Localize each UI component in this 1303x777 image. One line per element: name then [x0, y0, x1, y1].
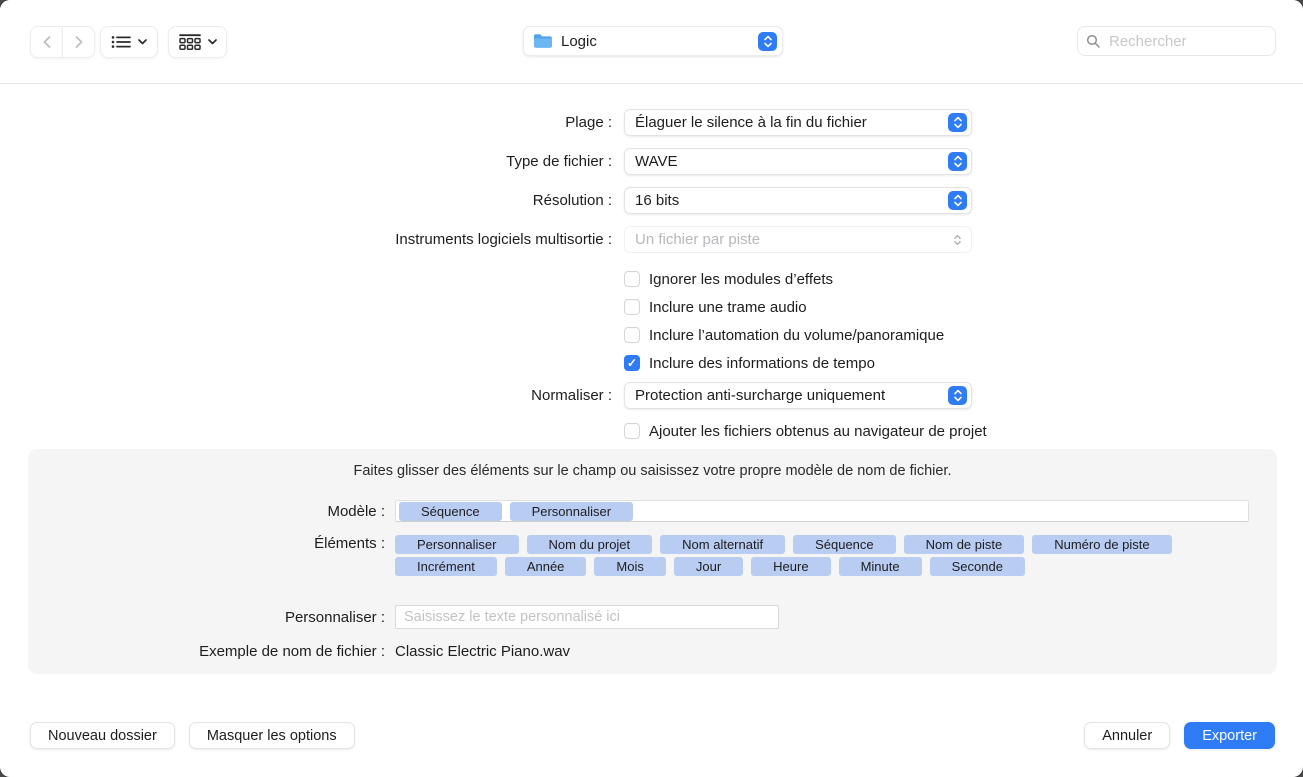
- element-tag[interactable]: Séquence: [399, 502, 502, 521]
- element-tag[interactable]: Jour: [674, 557, 743, 576]
- checkbox-option-3[interactable]: [624, 321, 1303, 349]
- element-tag[interactable]: Personnaliser: [395, 535, 519, 554]
- custom-text-label: Personnaliser :: [284, 608, 385, 626]
- list-view-button[interactable]: [100, 26, 158, 58]
- element-tag[interactable]: Nom de piste: [904, 535, 1025, 554]
- up-down-chevron-icon: [948, 152, 967, 171]
- instruction-text: Faites glisser des éléments sur le champ ou saisissez votre propre modèle de nom de fichier.: [353, 463, 952, 479]
- checkbox-option-1[interactable]: [624, 265, 1303, 293]
- up-down-chevron-icon: [758, 32, 777, 51]
- folder-icon: [533, 33, 553, 49]
- search-icon: [1086, 34, 1101, 49]
- example-filename-value: Classic Electric Piano.wav: [395, 643, 571, 660]
- element-tag[interactable]: Heure: [751, 557, 830, 576]
- chevron-down-icon: [138, 39, 147, 45]
- chevron-right-icon: [74, 35, 84, 49]
- elements-tags: [395, 535, 1172, 576]
- grid-icon: [179, 34, 201, 50]
- multi-output-dropdown: Un fichier par piste: [624, 226, 972, 253]
- checkbox-list: [0, 265, 1303, 377]
- element-tag[interactable]: Personnaliser: [510, 502, 634, 521]
- checkbox-icon[interactable]: [624, 271, 640, 287]
- normalize-dropdown[interactable]: Protection anti-surcharge uniquement: [624, 382, 972, 409]
- grid-view-button[interactable]: [168, 26, 227, 58]
- checkbox-icon[interactable]: [624, 327, 640, 343]
- plage-dropdown[interactable]: Élaguer le silence à la fin du fichier: [624, 109, 972, 136]
- normalize-label: Normaliser :: [531, 387, 612, 404]
- new-folder-button[interactable]: Nouveau dossier: [30, 722, 175, 749]
- search-field[interactable]: [1077, 26, 1276, 56]
- hide-options-button[interactable]: Masquer les options: [189, 722, 355, 749]
- elements-row-2: [395, 557, 1172, 576]
- element-tag[interactable]: Année: [505, 557, 587, 576]
- forward-button[interactable]: [62, 26, 95, 58]
- up-down-chevron-icon: [948, 191, 967, 210]
- location-dropdown-label: Logic: [561, 32, 597, 50]
- element-tag[interactable]: Séquence: [793, 535, 896, 554]
- checkbox-checked-icon[interactable]: ✓: [624, 355, 640, 371]
- export-options-form: [0, 84, 1303, 445]
- back-button[interactable]: [30, 26, 63, 58]
- element-tag[interactable]: Minute: [839, 557, 922, 576]
- elements-label: Éléments :: [314, 535, 385, 552]
- checkbox-option-2[interactable]: [624, 293, 1303, 321]
- element-tag[interactable]: Mois: [594, 557, 665, 576]
- resolution-dropdown[interactable]: 16 bits: [624, 187, 972, 214]
- toolbar: [0, 0, 1303, 84]
- custom-text-input[interactable]: [395, 605, 779, 629]
- footer: [30, 722, 1275, 749]
- chevron-down-icon: [208, 39, 217, 45]
- checkbox-icon[interactable]: [624, 423, 640, 439]
- checkbox-label: Ignorer les modules d’effets: [649, 270, 833, 288]
- checkbox-label: Inclure l’automation du volume/panoramique: [649, 326, 945, 344]
- plage-label: Plage :: [565, 114, 612, 131]
- element-tag[interactable]: Nom alternatif: [660, 535, 785, 554]
- checkbox-label: Inclure une trame audio: [649, 298, 807, 316]
- checkbox-option-4[interactable]: [624, 349, 1303, 377]
- element-tag[interactable]: Incrément: [395, 557, 497, 576]
- multi-output-label: Instruments logiciels multisortie :: [395, 231, 612, 248]
- element-tag[interactable]: Seconde: [930, 557, 1025, 576]
- checkbox-label: Ajouter les fichiers obtenus au navigateur de projet: [649, 422, 987, 440]
- location-dropdown[interactable]: [523, 26, 783, 56]
- search-input[interactable]: [1107, 32, 1267, 51]
- export-button[interactable]: Exporter: [1184, 722, 1275, 749]
- add-to-browser-checkbox[interactable]: [624, 417, 1303, 445]
- up-down-chevron-icon: [948, 113, 967, 132]
- model-label: Modèle :: [327, 502, 385, 520]
- file-type-dropdown[interactable]: WAVE: [624, 148, 972, 175]
- resolution-label: Résolution :: [532, 192, 612, 209]
- elements-row-1: [395, 535, 1172, 554]
- model-field[interactable]: [395, 500, 1249, 522]
- list-icon: [111, 35, 131, 49]
- file-type-label: Type de fichier :: [506, 153, 612, 170]
- up-down-chevron-icon: [948, 230, 967, 249]
- up-down-chevron-icon: [948, 386, 967, 405]
- cancel-button[interactable]: Annuler: [1084, 722, 1170, 749]
- add-to-browser-container: [0, 417, 1303, 445]
- element-tag[interactable]: Numéro de piste: [1032, 535, 1171, 554]
- element-tag[interactable]: Nom du projet: [527, 535, 653, 554]
- checkbox-icon[interactable]: [624, 299, 640, 315]
- chevron-left-icon: [42, 35, 52, 49]
- example-filename-label: Exemple de nom de fichier :: [199, 643, 385, 660]
- filename-model-panel: [28, 449, 1277, 674]
- checkbox-label: Inclure des informations de tempo: [649, 354, 875, 372]
